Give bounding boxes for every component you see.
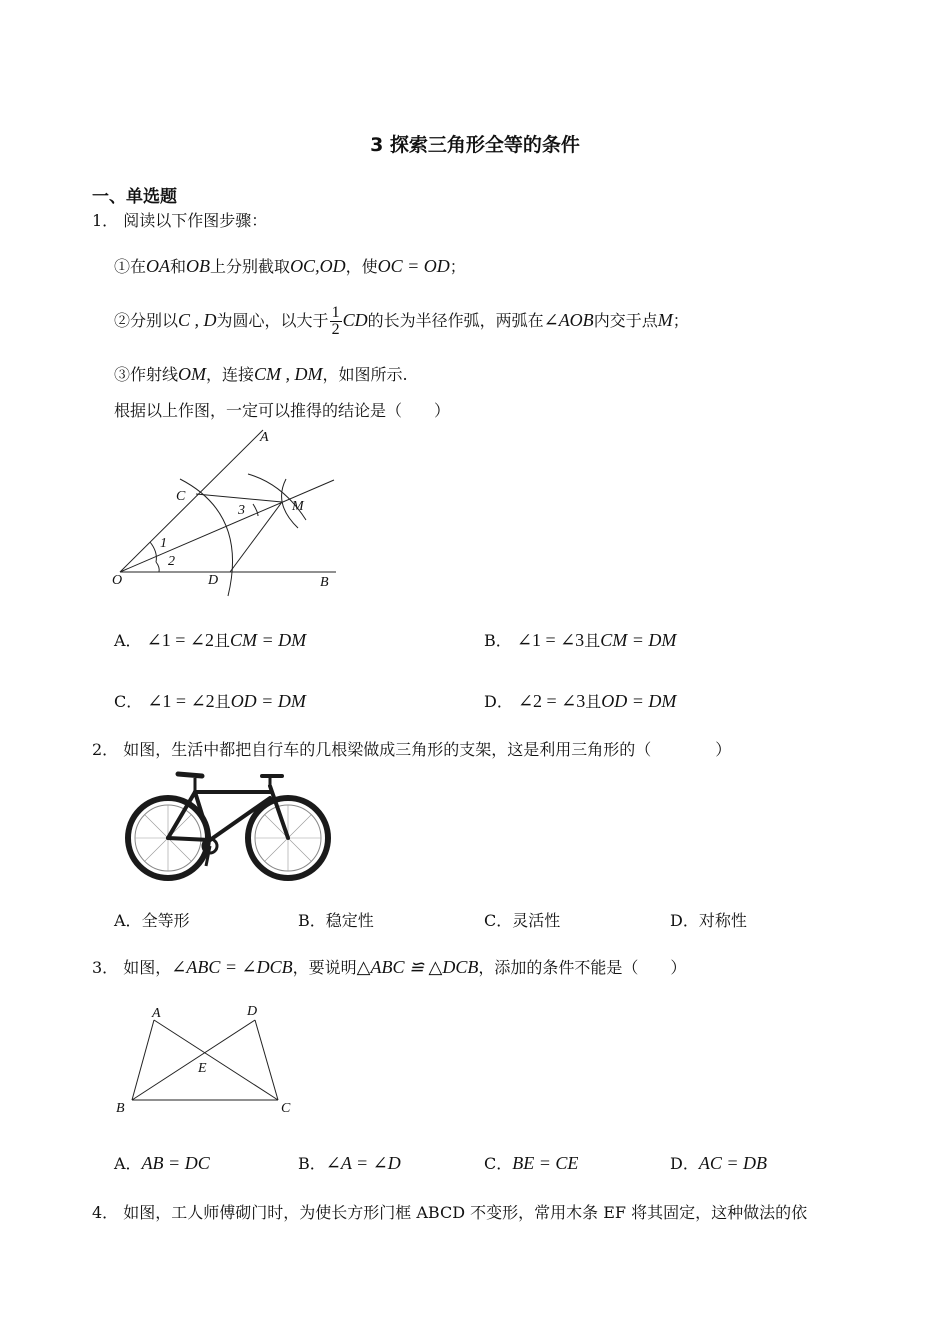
math-oc: OC bbox=[290, 256, 316, 276]
angle-bisector-figure bbox=[108, 424, 348, 599]
option-letter: B． bbox=[484, 631, 512, 650]
fraction-numerator: 1 bbox=[331, 304, 340, 321]
option-text: 且 bbox=[585, 692, 602, 711]
q1-conclusion: 根据以上作图，一定可以推得的结论是（ ） bbox=[114, 401, 451, 420]
option-letter: B． bbox=[298, 1154, 326, 1173]
step-text: 在 bbox=[130, 257, 147, 276]
math-om: OM bbox=[178, 364, 207, 384]
option-letter: C． bbox=[484, 911, 513, 930]
q1-option-a[interactable] bbox=[114, 628, 306, 651]
bicycle-image bbox=[110, 768, 335, 883]
label-d: D bbox=[208, 573, 219, 588]
ray-oa bbox=[120, 430, 263, 572]
question-number: 4． bbox=[92, 1203, 119, 1222]
ray-om bbox=[120, 480, 334, 572]
question-1-stem bbox=[92, 208, 267, 231]
question-number: 2． bbox=[92, 740, 119, 759]
label-a: A bbox=[152, 1006, 161, 1021]
page-title: 3 探索三角形全等的条件 bbox=[370, 134, 580, 156]
angle-mark-2 bbox=[156, 562, 159, 572]
angle-symbol: ∠ bbox=[543, 310, 559, 330]
math-condition: ∠ABC = ∠DCB bbox=[171, 957, 293, 977]
option-math: ∠1 = ∠2 bbox=[147, 691, 215, 711]
math-aob: AOB bbox=[558, 310, 594, 330]
segment-dc bbox=[255, 1020, 278, 1100]
step-text: 上分别截取 bbox=[210, 257, 291, 276]
q1-step-3 bbox=[114, 362, 408, 385]
label-o: O bbox=[112, 573, 123, 588]
question-number: 3． bbox=[92, 958, 119, 977]
q3-option-d[interactable] bbox=[670, 1151, 767, 1174]
question-3-stem bbox=[92, 955, 686, 978]
option-math: ∠1 = ∠3 bbox=[516, 630, 585, 650]
option-letter: C． bbox=[114, 692, 143, 711]
label-b: B bbox=[320, 575, 329, 590]
label-d: D bbox=[247, 1004, 258, 1019]
option-text: 且 bbox=[213, 631, 230, 650]
label-angle-3: 3 bbox=[238, 503, 245, 518]
step-text: 和 bbox=[170, 257, 187, 276]
fraction-denominator: 2 bbox=[331, 321, 340, 338]
math-ob: OB bbox=[186, 256, 211, 276]
step-marker: ① bbox=[114, 257, 131, 276]
label-b: B bbox=[116, 1101, 125, 1116]
step-text: ； bbox=[449, 257, 466, 276]
label-m: M bbox=[292, 499, 304, 514]
q1-option-c[interactable] bbox=[114, 689, 306, 712]
math-congruence: △ABC ≌ △DCB bbox=[356, 957, 479, 977]
step-marker: ③ bbox=[114, 365, 131, 384]
option-text: 且 bbox=[214, 692, 231, 711]
bicycle-saddle bbox=[178, 774, 202, 776]
question-text: 如图，生活中都把自行车的几根梁做成三角形的支架，这是利用三角形的（ ） bbox=[123, 740, 732, 759]
label-c: C bbox=[176, 489, 186, 504]
option-math: OD = DM bbox=[601, 691, 677, 711]
math-cd: CD bbox=[342, 310, 368, 330]
section-heading: 一、单选题 bbox=[92, 187, 177, 207]
option-letter: C． bbox=[484, 1154, 513, 1173]
option-math: ∠2 = ∠3 bbox=[517, 691, 586, 711]
option-text: 灵活性 bbox=[512, 911, 561, 930]
math-cm-dm: CM , DM bbox=[254, 364, 323, 384]
option-letter: A． bbox=[114, 911, 142, 930]
question-2-stem bbox=[92, 737, 731, 760]
option-math: AC = DB bbox=[698, 1153, 767, 1173]
q2-option-b[interactable] bbox=[298, 908, 374, 931]
math-oa: OA bbox=[146, 256, 171, 276]
question-text: ，添加的条件不能是（ ） bbox=[478, 958, 687, 977]
triangle-pair-figure bbox=[110, 1000, 305, 1120]
step-text: 内交于点 bbox=[593, 311, 658, 330]
option-letter: D． bbox=[670, 1154, 699, 1173]
option-text: 稳定性 bbox=[325, 911, 374, 930]
option-math: ∠1 = ∠2 bbox=[146, 630, 214, 650]
question-4-stem bbox=[92, 1200, 807, 1223]
step-text: 分别以 bbox=[130, 311, 179, 330]
step-text: 作射线 bbox=[130, 365, 179, 384]
option-math: AB = DC bbox=[141, 1153, 210, 1173]
step-text: 的长为半径作弧，两弧在 bbox=[367, 311, 544, 330]
option-letter: D． bbox=[484, 692, 513, 711]
q3-option-c[interactable] bbox=[484, 1151, 578, 1174]
label-angle-1: 1 bbox=[160, 536, 167, 551]
label-a: A bbox=[260, 430, 269, 445]
option-math: CM = DM bbox=[230, 630, 307, 650]
question-text: 阅读以下作图步骤： bbox=[123, 211, 268, 230]
option-letter: B． bbox=[298, 911, 326, 930]
option-letter: D． bbox=[670, 911, 699, 930]
step-text: 为圆心，以大于 bbox=[216, 311, 329, 330]
q2-option-c[interactable] bbox=[484, 908, 560, 931]
question-text: ，要说明 bbox=[292, 958, 357, 977]
step-text: ； bbox=[672, 311, 689, 330]
bicycle-frame bbox=[168, 786, 288, 840]
step-text: ，使 bbox=[345, 257, 378, 276]
q1-option-b[interactable] bbox=[484, 628, 676, 651]
question-text: 如图，工人师傅砌门时，为使长方形门框 ABCD 不变形，常用木条 EF 将其固定，这种做法的依 bbox=[123, 1203, 808, 1222]
option-math: CM = DM bbox=[600, 630, 677, 650]
label-c: C bbox=[281, 1101, 291, 1116]
option-math: ∠A = ∠D bbox=[325, 1153, 401, 1173]
step-marker: ② bbox=[114, 311, 131, 330]
segment-ac bbox=[154, 1020, 278, 1100]
option-math: BE = CE bbox=[512, 1153, 579, 1173]
q3-option-b[interactable] bbox=[298, 1151, 401, 1174]
q2-option-a[interactable] bbox=[114, 908, 190, 931]
option-letter: A． bbox=[114, 631, 142, 650]
math-od: OD bbox=[319, 256, 346, 276]
step-text: ，如图所示. bbox=[322, 365, 408, 384]
math-m: M bbox=[657, 310, 673, 330]
segment-cm bbox=[196, 494, 282, 502]
option-text: 全等形 bbox=[141, 911, 190, 930]
option-text: 对称性 bbox=[698, 911, 747, 930]
step-text: ，连接 bbox=[206, 365, 255, 384]
option-text: 且 bbox=[584, 631, 601, 650]
option-math: OD = DM bbox=[230, 691, 306, 711]
q3-option-a[interactable] bbox=[114, 1151, 210, 1174]
option-letter: A． bbox=[114, 1154, 142, 1173]
q1-option-d[interactable] bbox=[484, 689, 676, 712]
question-text: 如图， bbox=[123, 958, 172, 977]
math-c-d: C , D bbox=[178, 310, 217, 330]
math-equation: OC = OD bbox=[377, 256, 450, 276]
q1-step-2 bbox=[114, 305, 689, 338]
question-number: 1． bbox=[92, 211, 119, 230]
spokes bbox=[135, 805, 321, 871]
label-e: E bbox=[198, 1061, 207, 1076]
q2-option-d[interactable] bbox=[670, 908, 747, 931]
math-comma: , bbox=[315, 256, 320, 276]
fraction-one-half bbox=[330, 305, 342, 338]
label-angle-2: 2 bbox=[168, 554, 175, 569]
q1-step-1 bbox=[114, 254, 466, 277]
